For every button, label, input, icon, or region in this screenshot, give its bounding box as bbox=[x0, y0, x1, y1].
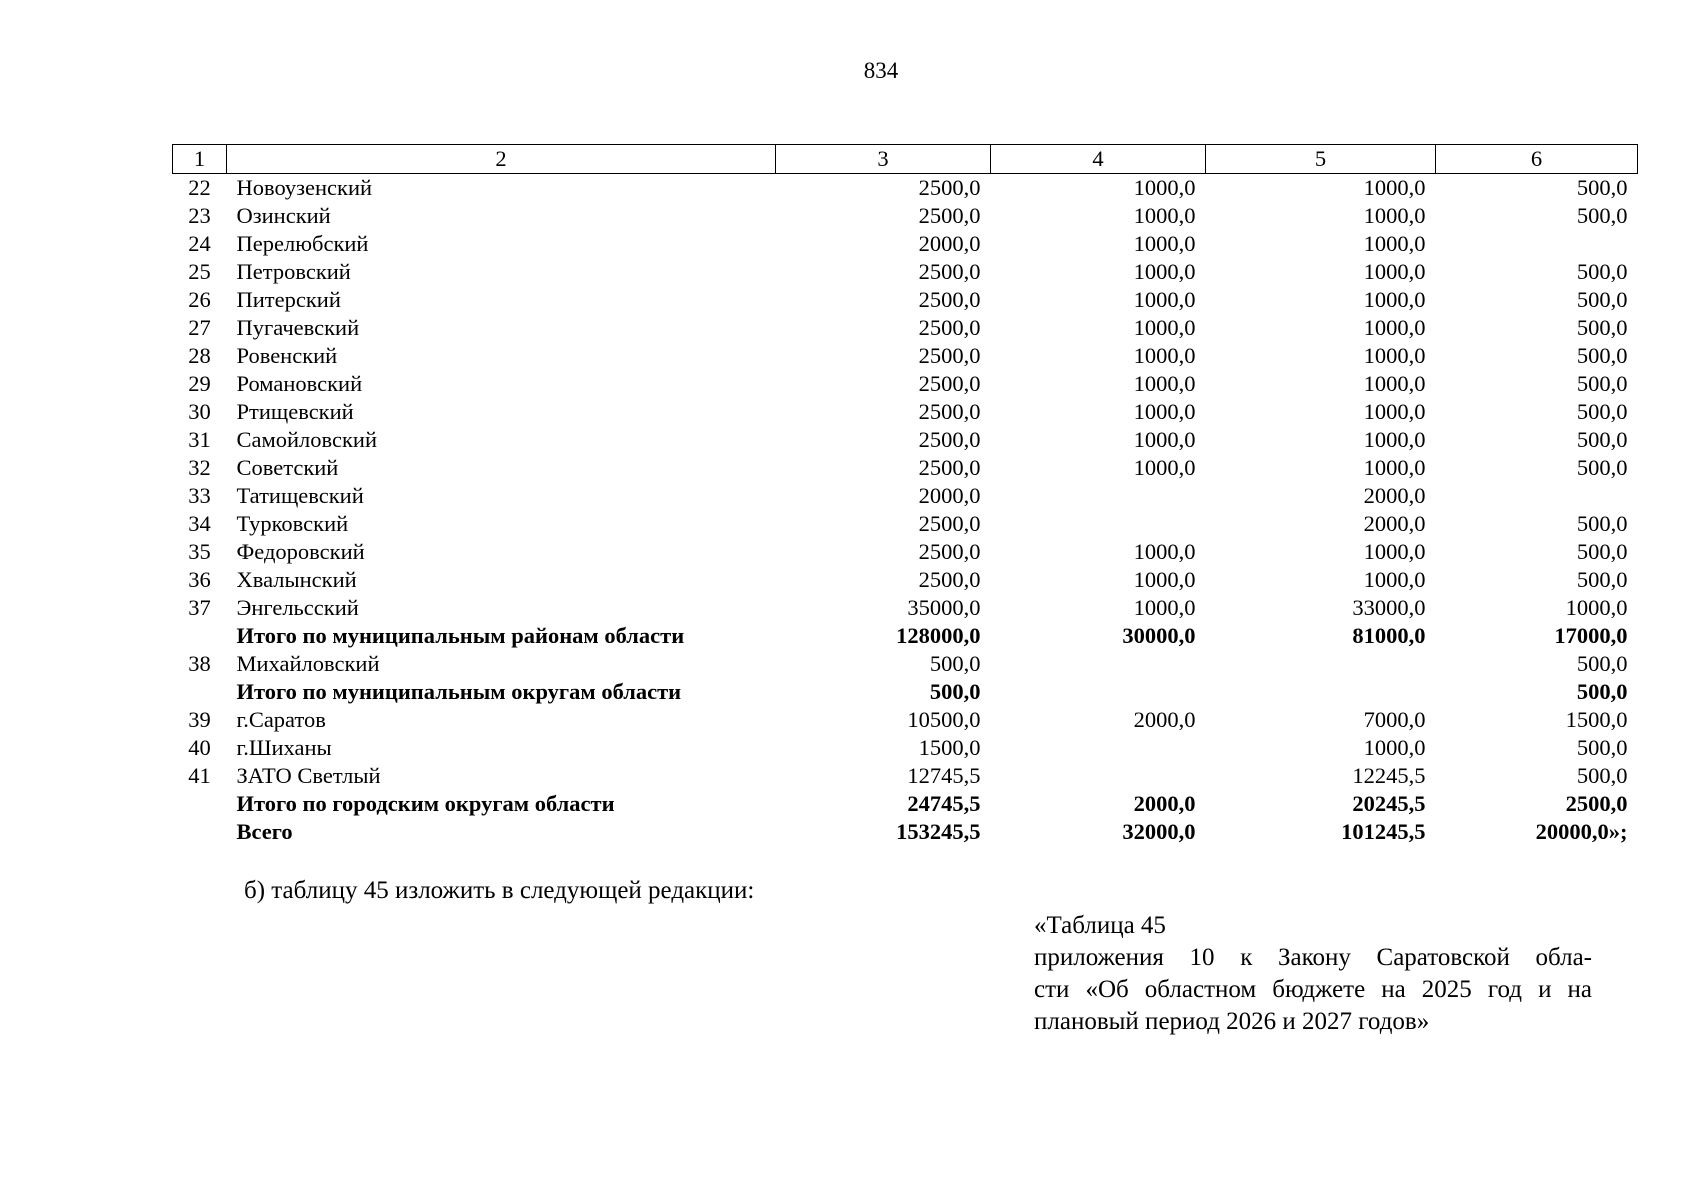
row-number bbox=[173, 818, 227, 846]
row-name: г.Саратов bbox=[236, 707, 326, 732]
row-number: 32 bbox=[188, 455, 211, 480]
row-value-col5: 1000,0 bbox=[1363, 231, 1426, 256]
row-value-col6: 20000,0»; bbox=[1535, 819, 1628, 844]
row-number: 30 bbox=[188, 399, 211, 424]
row-value-col3: 2500,0 bbox=[918, 511, 981, 536]
table-row bbox=[173, 762, 1638, 790]
row-number: 31 bbox=[188, 427, 211, 452]
column-header-5: 5 bbox=[1206, 145, 1436, 174]
row-name: Итого по муниципальным районам области bbox=[236, 623, 685, 648]
row-name: Пугачевский bbox=[236, 315, 360, 340]
row-value-col6: 1000,0 bbox=[1565, 595, 1628, 620]
row-value-col6: 500,0 bbox=[1576, 399, 1628, 424]
caption-line-3: сти «Об областном бюджете на 2025 год и на bbox=[1034, 976, 1592, 1003]
row-value-col5: 1000,0 bbox=[1363, 455, 1426, 480]
row-value-col3: 12745,5 bbox=[907, 763, 981, 788]
row-value-col6: 500,0 bbox=[1576, 679, 1628, 704]
row-value-col4: 32000,0 bbox=[1122, 819, 1196, 844]
row-number: 28 bbox=[188, 343, 211, 368]
row-value-col3: 2500,0 bbox=[918, 343, 981, 368]
row-number: 26 bbox=[188, 287, 211, 312]
row-value-col3: 2500,0 bbox=[918, 175, 981, 200]
row-number: 38 bbox=[188, 651, 211, 676]
row-value-col5: 1000,0 bbox=[1363, 343, 1426, 368]
row-value-col5: 1000,0 bbox=[1363, 567, 1426, 592]
row-name: Федоровский bbox=[236, 539, 365, 564]
table-row bbox=[173, 510, 1638, 538]
row-name: Ртищевский bbox=[236, 399, 354, 424]
row-value-col3: 128000,0 bbox=[896, 623, 981, 648]
row-value-col6: 500,0 bbox=[1576, 735, 1628, 760]
row-value-col5: 1000,0 bbox=[1363, 399, 1426, 424]
row-value-col3: 2000,0 bbox=[918, 231, 981, 256]
row-value-col5: 1000,0 bbox=[1363, 203, 1426, 228]
row-value-col3: 1500,0 bbox=[918, 735, 981, 760]
row-value-col5: 1000,0 bbox=[1363, 427, 1426, 452]
row-value-col6: 500,0 bbox=[1576, 427, 1628, 452]
row-value-col3: 2500,0 bbox=[918, 259, 981, 284]
row-value-col5: 1000,0 bbox=[1363, 371, 1426, 396]
row-number bbox=[173, 622, 227, 650]
row-value-col4: 1000,0 bbox=[1133, 259, 1196, 284]
table-row bbox=[173, 174, 1638, 203]
row-value-col3: 2500,0 bbox=[918, 315, 981, 340]
row-name: Питерский bbox=[236, 287, 341, 312]
table-row bbox=[173, 650, 1638, 678]
row-value-col5: 2000,0 bbox=[1363, 483, 1426, 508]
row-number: 40 bbox=[188, 735, 211, 760]
row-name: Энгельсский bbox=[236, 595, 359, 620]
table-row bbox=[173, 370, 1638, 398]
row-name: Новоузенский bbox=[236, 175, 373, 200]
row-value-col4: 1000,0 bbox=[1133, 539, 1196, 564]
row-value-col4: 30000,0 bbox=[1122, 623, 1196, 648]
row-name: Перелюбский bbox=[236, 231, 369, 256]
row-number bbox=[173, 678, 227, 706]
row-value-col6: 500,0 bbox=[1576, 315, 1628, 340]
row-number: 22 bbox=[188, 175, 211, 200]
row-value-col5: 1000,0 bbox=[1363, 259, 1426, 284]
row-number: 25 bbox=[188, 259, 211, 284]
row-value-col3: 2500,0 bbox=[918, 539, 981, 564]
row-value-col5: 7000,0 bbox=[1363, 707, 1426, 732]
row-value-col6: 500,0 bbox=[1576, 567, 1628, 592]
row-name: Всего bbox=[236, 819, 293, 844]
row-value-col3: 24745,5 bbox=[907, 791, 981, 816]
table-total-row bbox=[173, 622, 1638, 650]
row-value-col3: 153245,5 bbox=[896, 819, 981, 844]
row-value-col3: 2500,0 bbox=[918, 455, 981, 480]
row-value-col5: 2000,0 bbox=[1363, 511, 1426, 536]
row-value-col3: 2500,0 bbox=[918, 371, 981, 396]
row-name: Татищевский bbox=[236, 483, 364, 508]
table-total-row bbox=[173, 790, 1638, 818]
table-caption bbox=[1034, 910, 1592, 1038]
row-name: Советский bbox=[236, 455, 339, 480]
row-name: Турковский bbox=[236, 511, 349, 536]
row-value-col4 bbox=[991, 650, 1206, 678]
row-value-col6: 500,0 bbox=[1576, 455, 1628, 480]
caption-line-1: «Таблица 45 bbox=[1034, 912, 1166, 939]
row-name: Романовский bbox=[236, 371, 363, 396]
row-value-col5: 33000,0 bbox=[1352, 595, 1426, 620]
row-value-col3: 2500,0 bbox=[918, 203, 981, 228]
row-value-col6: 500,0 bbox=[1576, 259, 1628, 284]
row-number: 23 bbox=[188, 203, 211, 228]
row-value-col5: 12245,5 bbox=[1352, 763, 1426, 788]
row-value-col3: 2500,0 bbox=[918, 399, 981, 424]
row-value-col4: 1000,0 bbox=[1133, 203, 1196, 228]
table-row bbox=[173, 286, 1638, 314]
column-header-3: 3 bbox=[776, 145, 991, 174]
column-header-1: 1 bbox=[173, 145, 227, 174]
table-row bbox=[173, 398, 1638, 426]
instruction-text: б) таблицу 45 изложить в следующей редакции: bbox=[244, 877, 755, 904]
row-value-col4: 1000,0 bbox=[1133, 287, 1196, 312]
row-number: 24 bbox=[188, 231, 211, 256]
row-value-col6: 500,0 bbox=[1576, 287, 1628, 312]
row-value-col6: 500,0 bbox=[1576, 343, 1628, 368]
table-row bbox=[173, 538, 1638, 566]
row-value-col4 bbox=[991, 510, 1206, 538]
row-value-col3: 2500,0 bbox=[918, 427, 981, 452]
table-row bbox=[173, 426, 1638, 454]
row-value-col5: 20245,5 bbox=[1352, 791, 1426, 816]
row-value-col5: 1000,0 bbox=[1363, 287, 1426, 312]
table-total-row bbox=[173, 678, 1638, 706]
row-value-col6: 17000,0 bbox=[1554, 623, 1628, 648]
row-value-col5: 1000,0 bbox=[1363, 175, 1426, 200]
row-value-col6: 1500,0 bbox=[1565, 707, 1628, 732]
row-value-col6 bbox=[1436, 482, 1638, 510]
row-value-col3: 35000,0 bbox=[907, 595, 981, 620]
table-row bbox=[173, 202, 1638, 230]
row-number: 27 bbox=[188, 315, 211, 340]
row-value-col6: 500,0 bbox=[1576, 763, 1628, 788]
row-value-col6: 2500,0 bbox=[1565, 791, 1628, 816]
row-value-col5: 1000,0 bbox=[1363, 315, 1426, 340]
row-name: Самойловский bbox=[236, 427, 377, 452]
table-row bbox=[173, 454, 1638, 482]
row-value-col6: 500,0 bbox=[1576, 539, 1628, 564]
row-value-col4: 1000,0 bbox=[1133, 371, 1196, 396]
row-number: 39 bbox=[188, 707, 211, 732]
row-value-col3: 500,0 bbox=[929, 651, 981, 676]
row-value-col4: 1000,0 bbox=[1133, 343, 1196, 368]
row-name: Ровенский bbox=[236, 343, 338, 368]
row-value-col4: 1000,0 bbox=[1133, 231, 1196, 256]
row-number: 34 bbox=[188, 511, 211, 536]
row-value-col5 bbox=[1206, 650, 1436, 678]
row-value-col4: 1000,0 bbox=[1133, 595, 1196, 620]
row-value-col4 bbox=[991, 762, 1206, 790]
page-number: 834 bbox=[863, 58, 899, 83]
table-header-row bbox=[173, 145, 1638, 174]
row-name: Итого по городским округам области bbox=[236, 791, 615, 816]
row-value-col4: 1000,0 bbox=[1133, 315, 1196, 340]
column-header-6: 6 bbox=[1436, 145, 1638, 174]
column-header-2: 2 bbox=[227, 145, 776, 174]
row-value-col4: 1000,0 bbox=[1133, 427, 1196, 452]
row-name: Итого по муниципальным округам области bbox=[236, 679, 682, 704]
row-value-col4: 2000,0 bbox=[1133, 791, 1196, 816]
row-value-col6: 500,0 bbox=[1576, 203, 1628, 228]
row-value-col5: 1000,0 bbox=[1363, 539, 1426, 564]
row-value-col3: 10500,0 bbox=[907, 707, 981, 732]
row-value-col4 bbox=[991, 734, 1206, 762]
row-name: Озинский bbox=[236, 203, 331, 228]
row-number: 41 bbox=[188, 763, 211, 788]
row-value-col5: 81000,0 bbox=[1352, 623, 1426, 648]
row-value-col4: 1000,0 bbox=[1133, 455, 1196, 480]
row-value-col3: 2500,0 bbox=[918, 567, 981, 592]
row-name: Михайловский bbox=[236, 651, 380, 676]
row-value-col5: 101245,5 bbox=[1341, 819, 1426, 844]
row-value-col6: 500,0 bbox=[1576, 175, 1628, 200]
row-value-col3: 2000,0 bbox=[918, 483, 981, 508]
row-name: г.Шиханы bbox=[236, 735, 332, 760]
table-row bbox=[173, 258, 1638, 286]
row-number: 37 bbox=[188, 595, 211, 620]
row-value-col4: 1000,0 bbox=[1133, 567, 1196, 592]
table-total-row bbox=[173, 818, 1638, 846]
row-value-col6: 500,0 bbox=[1576, 511, 1628, 536]
row-value-col6: 500,0 bbox=[1576, 371, 1628, 396]
row-value-col3: 500,0 bbox=[929, 679, 981, 704]
row-value-col5: 1000,0 bbox=[1363, 735, 1426, 760]
table-row bbox=[173, 566, 1638, 594]
row-value-col4 bbox=[991, 678, 1206, 706]
row-number bbox=[173, 790, 227, 818]
caption-line-4: плановый период 2026 и 2027 годов» bbox=[1034, 1008, 1430, 1035]
table-row bbox=[173, 342, 1638, 370]
column-header-4: 4 bbox=[991, 145, 1206, 174]
row-value-col4: 2000,0 bbox=[1133, 707, 1196, 732]
row-name: Петровский bbox=[236, 259, 351, 284]
row-value-col3: 2500,0 bbox=[918, 287, 981, 312]
table-row bbox=[173, 482, 1638, 510]
table-body bbox=[173, 174, 1638, 847]
row-value-col4: 1000,0 bbox=[1133, 175, 1196, 200]
row-name: Хвалынский bbox=[236, 567, 357, 592]
row-value-col4: 1000,0 bbox=[1133, 399, 1196, 424]
table-row bbox=[173, 734, 1638, 762]
table-row bbox=[173, 230, 1638, 258]
row-number: 29 bbox=[188, 371, 211, 396]
table-row bbox=[173, 594, 1638, 622]
budget-table bbox=[172, 144, 1638, 846]
row-value-col6 bbox=[1436, 230, 1638, 258]
row-number: 36 bbox=[188, 567, 211, 592]
row-value-col4 bbox=[991, 482, 1206, 510]
row-value-col5 bbox=[1206, 678, 1436, 706]
table-row bbox=[173, 706, 1638, 734]
row-number: 35 bbox=[188, 539, 211, 564]
caption-line-2: приложения 10 к Закону Саратовской обла- bbox=[1034, 944, 1592, 971]
table-row bbox=[173, 314, 1638, 342]
row-name: ЗАТО Светлый bbox=[236, 763, 381, 788]
row-number: 33 bbox=[188, 483, 211, 508]
row-value-col6: 500,0 bbox=[1576, 651, 1628, 676]
